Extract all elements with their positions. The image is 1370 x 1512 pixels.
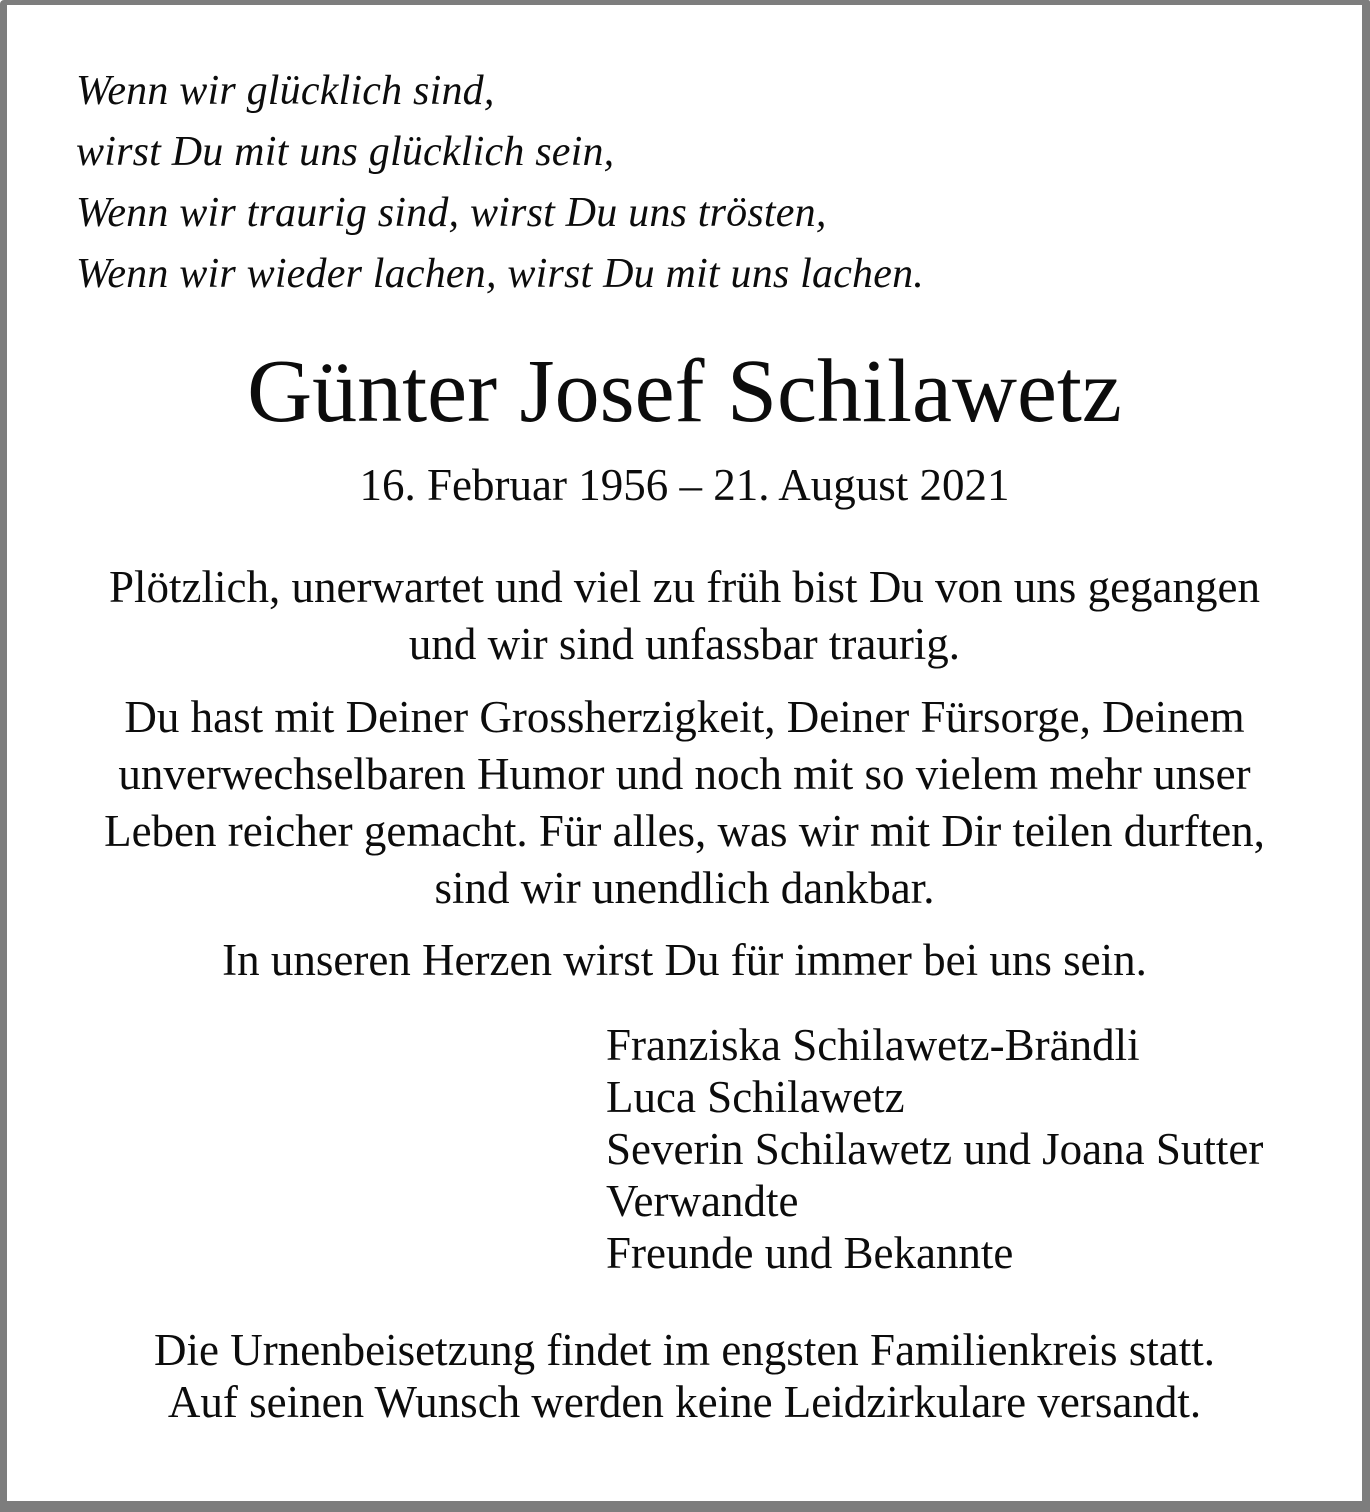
opening-paragraph (7, 559, 1362, 673)
poem-line: wirst Du mit uns glücklich sein, (76, 129, 615, 175)
text-line: Die Urnenbeisetzung findet im engsten Familienkreis statt. (154, 1325, 1215, 1375)
mourner-name: Severin Schilawetz und Joana Sutter (606, 1124, 1264, 1174)
funeral-note (7, 1324, 1362, 1428)
mourner-name: Luca Schilawetz (606, 1072, 905, 1122)
poem-line: Wenn wir glücklich sind, (76, 68, 495, 114)
poem (76, 61, 924, 305)
text-line: Leben reicher gemacht. Für alles, was wir mit Dir teilen durften, (104, 806, 1265, 856)
text-line: unverwechselbaren Humor und noch mit so vielem mehr unser (118, 749, 1251, 799)
tribute-paragraph (7, 689, 1362, 917)
mourner-name: Franziska Schilawetz-Brändli (606, 1020, 1140, 1070)
poem-line: Wenn wir wieder lachen, wirst Du mit uns lachen. (76, 251, 925, 297)
life-dates: 16. Februar 1956 – 21. August 2021 (359, 460, 1010, 510)
text-line: Plötzlich, unerwartet und viel zu früh bist Du von uns gegangen (109, 562, 1260, 612)
mourners-list (606, 1019, 1263, 1279)
text-line: Auf seinen Wunsch werden keine Leidzirkulare versandt. (167, 1377, 1202, 1427)
text-line: sind wir unendlich dankbar. (434, 863, 935, 913)
text-line: Du hast mit Deiner Grossherzigkeit, Deiner Fürsorge, Deinem (124, 692, 1245, 742)
poem-line: Wenn wir traurig sind, wirst Du uns trösten, (76, 190, 827, 236)
remembrance-line: In unseren Herzen wirst Du für immer bei uns sein. (222, 935, 1147, 985)
text-line: und wir sind unfassbar traurig. (408, 619, 961, 669)
left-edge-line (0, 7, 2, 1512)
mourner-name: Freunde und Bekannte (606, 1228, 1014, 1278)
deceased-name: Günter Josef Schilawetz (247, 342, 1122, 441)
mourner-name: Verwandte (606, 1176, 799, 1226)
